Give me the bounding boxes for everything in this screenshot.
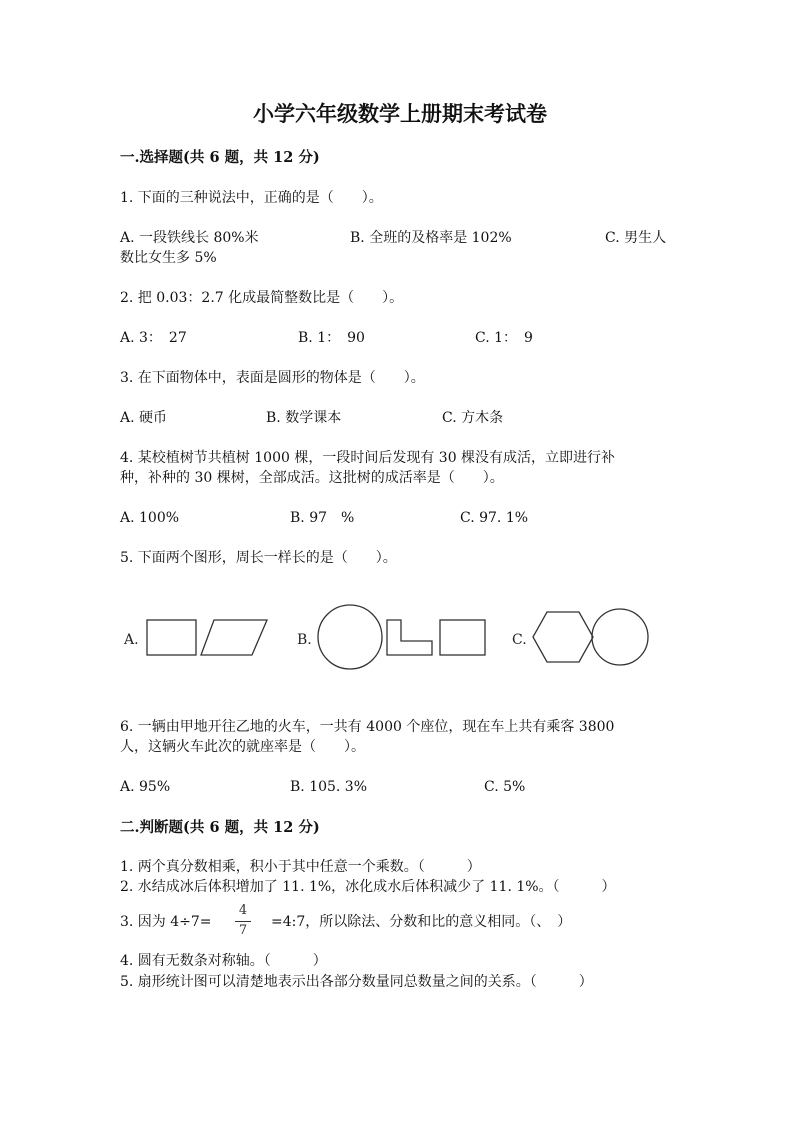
question-2-option-c: C. 1： 9 bbox=[475, 330, 533, 346]
question-2-stem: 2. 把 0.03：2.7 化成最简整数比是（ ）。 bbox=[120, 290, 404, 306]
figure-label-b: B. bbox=[297, 632, 312, 648]
question-6-option-b: B. 105. 3% bbox=[290, 779, 368, 795]
judgement-item-1: 1. 两个真分数相乘，积小于其中任意一个乘数。（ ） bbox=[120, 859, 481, 875]
section-heading-choice: 一.选择题(共 6 题，共 12 分) bbox=[120, 149, 320, 166]
judgement-item-3-part1: 3. 因为 4÷7= bbox=[120, 914, 212, 930]
hexagon-shape bbox=[533, 612, 593, 662]
question-1-option-b: B. 全班的及格率是 102% bbox=[350, 230, 512, 246]
question-3-option-b: B. 数学课本 bbox=[266, 410, 342, 426]
question-6-stem-line2: 人，这辆火车此次的就座率是（ ）。 bbox=[120, 739, 365, 755]
figure-label-a: A. bbox=[124, 632, 139, 648]
l-shape bbox=[387, 620, 432, 655]
question-4-option-a: A. 100% bbox=[120, 510, 180, 526]
question-4-option-c: C. 97. 1% bbox=[460, 510, 529, 526]
page-title: 小学六年级数学上册期末考试卷 bbox=[253, 101, 547, 126]
question-1-continuation: 数比女生多 5% bbox=[120, 250, 217, 266]
judgement-item-5: 5. 扇形统计图可以清楚地表示出各部分数量同总数量之间的关系。（ ） bbox=[120, 974, 593, 990]
circle-shape-c bbox=[592, 609, 648, 665]
question-6-option-a: A. 95% bbox=[120, 779, 171, 795]
rectangle-shape bbox=[440, 620, 485, 655]
question-1-option-a: A. 一段铁线长 80%米 bbox=[120, 230, 259, 246]
question-3-option-a: A. 硬币 bbox=[120, 410, 168, 426]
question-6-stem-line1: 6. 一辆由甲地开往乙地的火车，一共有 4000 个座位，现在车上共有乘客 3800 bbox=[120, 719, 615, 735]
question-4-option-b: B. 97 % bbox=[290, 510, 355, 526]
judgement-item-4: 4. 圆有无数条对称轴。（ ） bbox=[120, 953, 327, 969]
fraction-denominator: 7 bbox=[238, 923, 248, 938]
question-1-stem: 1. 下面的三种说法中，正确的是（ ）。 bbox=[120, 190, 383, 206]
fraction-numerator: 4 bbox=[238, 903, 248, 918]
question-2-option-b: B. 1： 90 bbox=[298, 330, 365, 346]
question-1-option-c: C. 男生人 bbox=[605, 230, 667, 246]
figure-label-c: C. bbox=[512, 632, 527, 648]
question-4-stem-line1: 4. 某校植树节共植树 1000 棵，一段时间后发现有 30 棵没有成活，立即进行补 bbox=[120, 450, 616, 466]
parallelogram-shape bbox=[201, 620, 267, 655]
square-shape bbox=[147, 620, 196, 655]
question-4-stem-line2: 种，补种的 30 棵树，全部成活。这批树的成活率是（ ）。 bbox=[120, 470, 504, 486]
question-5-stem: 5. 下面两个图形，周长一样长的是（ ）。 bbox=[120, 550, 397, 566]
question-3-option-c: C. 方木条 bbox=[442, 410, 504, 426]
question-2-option-a: A. 3： 27 bbox=[120, 330, 187, 346]
question-3-stem: 3. 在下面物体中，表面是圆形的物体是（ ）。 bbox=[120, 370, 425, 386]
circle-shape-b bbox=[318, 605, 382, 669]
section-heading-judgement: 二.判断题(共 6 题，共 12 分) bbox=[120, 819, 320, 836]
question-6-option-c: C. 5% bbox=[484, 779, 526, 795]
fraction-bar bbox=[235, 921, 251, 922]
judgement-item-2: 2. 水结成冰后体积增加了 11. 1%，冰化成水后体积减少了 11. 1%。（ ） bbox=[120, 879, 616, 895]
judgement-item-3-part2: =4:7，所以除法、分数和比的意义相同。（、 ） bbox=[271, 914, 572, 930]
